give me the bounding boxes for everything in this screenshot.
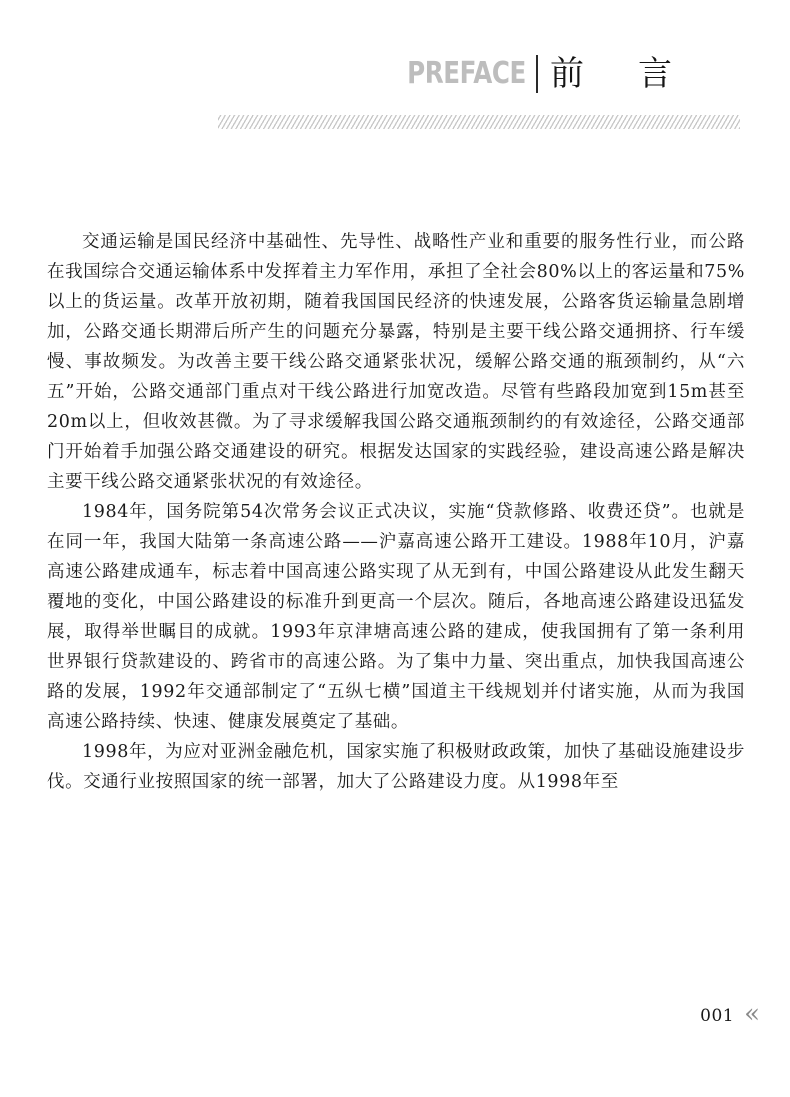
body-text <box>47 227 745 797</box>
decorative-hatch-band <box>218 115 740 129</box>
page-footer <box>700 999 760 1029</box>
paragraph: 1998年，为应对亚洲金融危机，国家实施了积极财政政策，加快了基础设施建设步伐。交通行业按照国家的统一部署，加大了公路建设力度。从1998年至 <box>47 742 745 792</box>
page-header <box>381 50 726 98</box>
paragraph: 交通运输是国民经济中基础性、先导性、战略性产业和重要的服务性行业，而公路在我国综合交通运输体系中发挥着主力军作用，承担了全社会80%以上的客运量和75%以上的货运量。改革开放初期，随着我国国民经济的快速发展，公路客货运输量急剧增加，公路交通长期滞后所产生的问题充分暴露，特别是主要干线公路交通拥挤、行车缓慢、事故频发。为改善主要干线公路交通紧张状况，缓解公路交通的瓶颈制约，从“六五”开始，公路交通部门重点对干线公路进行加宽改造。尽管有些路段加宽到15m甚至20m以上，但收效甚微。为了寻求缓解我国公路交通瓶颈制约的有效途径，公路交通部门开始着手加强公路交通建设的研究。根据发达国家的实践经验，建设高速公路是解决主要干线公路交通紧张状况的有效途径。 <box>47 232 745 492</box>
paragraph: 1984年，国务院第54次常务会议正式决议，实施“贷款修路、收费还贷”。也就是在同一年，我国大陆第一条高速公路——沪嘉高速公路开工建设。1988年10月，沪嘉高速公路建成通车，标志着中国高速公路实现了从无到有，中国公路建设从此发生翻天覆地的变化，中国公路建设的标准升到更高一个层次。随后，各地高速公路建设迅猛发展，取得举世瞩目的成就。1993年京津塘高速公路的建成，使我国拥有了第一条利用世界银行贷款建设的、跨省市的高速公路。为了集中力量、突出重点，加快我国高速公路的发展，1992年交通部制定了“五纵七横”国道主干线规划并付诸实施，从而为我国高速公路持续、快速、健康发展奠定了基础。 <box>47 502 745 732</box>
header-divider <box>536 55 538 93</box>
page-number: 001 <box>700 1006 735 1026</box>
double-chevron-left-icon: « <box>744 999 760 1029</box>
header-label-en: PREFACE <box>407 56 526 91</box>
page-title: 前言 <box>550 54 726 94</box>
